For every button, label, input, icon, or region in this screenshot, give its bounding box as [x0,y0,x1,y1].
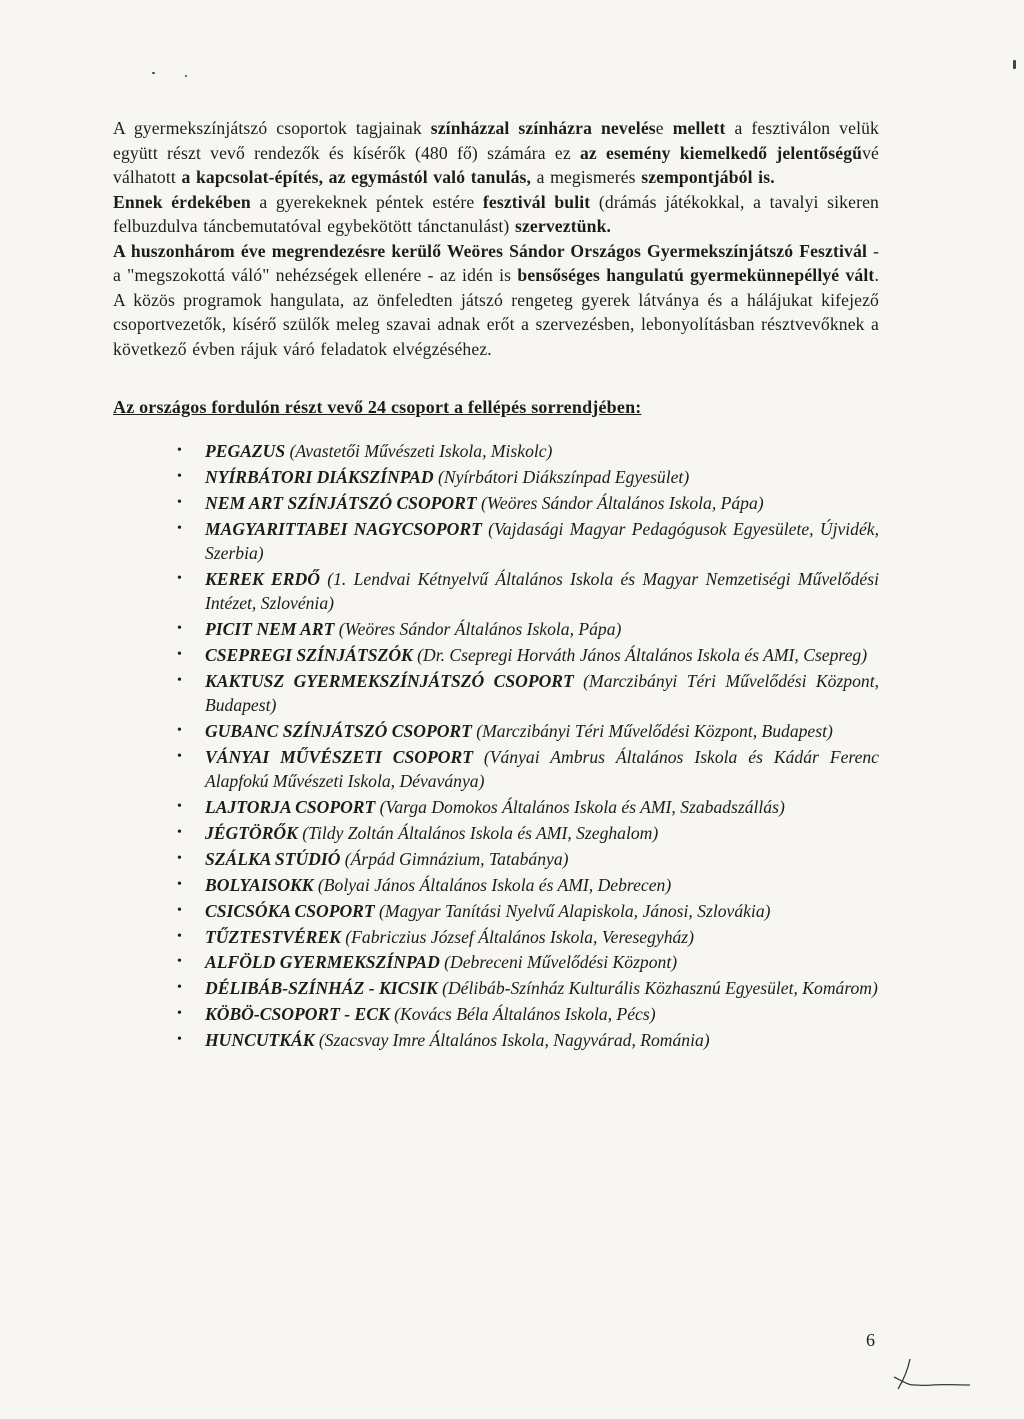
text-run: a gyerekeknek péntek estére [250,191,483,212]
text-run: . A közös programok hangulata, az önfeledten játszó rengeteg gyerek látványa és a hálájukat kifejező csoportvezetők, kísérő szülők meleg szavai adnak erőt a szervezésben, lebonyolításban résztvevőknek a következő évben rájuk váró feladatok elvégzéséhez. [113,265,879,359]
group-institution: (Árpád Gimnázium, Tatabánya) [340,848,569,869]
group-name: NYÍRBÁTORI DIÁKSZÍNPAD [205,466,434,487]
group-institution: (Magyar Tanítási Nyelvű Alapiskola, Jánosi, Szlovákia) [374,900,771,921]
group-name: MAGYARITTABEI NAGYCSOPORT [205,518,482,539]
handwritten-signature [892,1355,974,1395]
group-name: KÖBÖ-CSOPORT - ECK [205,1004,390,1025]
group-list-item [205,517,879,566]
intro-paragraphs [113,116,879,361]
page-number: 6 [866,1330,875,1350]
scan-speck [152,72,155,74]
group-name: ALFÖLD GYERMEKSZÍNPAD [205,952,440,973]
group-list-item [205,821,879,845]
group-list-item [205,925,879,949]
group-list-item [205,795,879,819]
group-institution: (Tildy Zoltán Általános Iskola és AMI, Szeghalom) [297,822,659,843]
group-name: KAKTUSZ GYERMEKSZÍNJÁTSZÓ CSOPORT [205,670,574,691]
bold-text-run: Ennek érdekében [113,191,251,212]
group-name: PICIT NEM ART [205,619,335,640]
group-list-item [205,1002,879,1026]
bold-text-run: bensőséges hangulatú gyermekünnepéllyé vált [517,265,875,285]
group-name: JÉGTÖRŐK [205,822,298,843]
group-institution: (Varga Domokos Általános Iskola és AMI, Szabadszállás) [375,797,785,818]
group-name: CSEPREGI SZÍNJÁTSZÓK [205,644,413,665]
group-institution: (Debreceni Művelődési Központ) [439,952,678,973]
group-institution: (Dr. Csepregi Horváth János Általános Iskola és AMI, Csepreg) [412,644,868,665]
group-name: GUBANC SZÍNJÁTSZÓ CSOPORT [205,721,472,742]
group-list-item [205,899,879,923]
bold-text-run: színházzal színházra nevelés [430,118,656,138]
group-list-item [205,1028,879,1052]
body-paragraph [113,116,879,190]
group-institution: (Nyírbátori Diákszínpad Egyesület) [433,466,690,487]
group-name: PEGAZUS [205,441,286,461]
body-paragraph [113,239,879,362]
group-institution: (Délibáb-Színház Kulturális Közhasznú Egyesület, Komárom) [437,978,878,999]
bold-text-run: fesztivál bulit [482,191,591,212]
scan-speck [185,75,187,77]
group-list-item [205,950,879,974]
group-name: BOLYAISOKK [205,874,314,895]
group-list-item [205,745,879,794]
group-name: VÁNYAI MŰVÉSZETI CSOPORT [205,746,473,767]
group-list-item [205,567,879,616]
group-name: KEREK ERDŐ [205,568,320,589]
text-run: a fesztiválon velük együtt részt vevő rendezők és kísérők (480 fő) számára ez [113,118,879,163]
group-list-item [205,873,879,897]
scan-speck [1013,60,1016,69]
group-list-item [205,847,879,871]
bold-text-run: a kapcsolat-építés, az egymástól való tanulás, [181,167,532,187]
group-list-item [205,976,879,1000]
group-list-item [205,439,879,463]
document-page [113,116,879,1054]
group-list-item [205,669,879,718]
group-institution: (Fabriczius József Általános Iskola, Veresegyház) [340,926,695,947]
group-institution: (Ványai Ambrus Általános Iskola és Kádár Ferenc Alapfokú Művészeti Iskola, Dévaványa) [205,746,879,792]
group-list-item [205,719,879,743]
group-institution: (Weöres Sándor Általános Iskola, Pápa) [476,492,764,513]
group-list-item [205,643,879,667]
group-list-item [205,617,879,641]
group-name: NEM ART SZÍNJÁTSZÓ CSOPORT [205,492,477,513]
group-name: CSICSÓKA CSOPORT [205,900,375,921]
group-list-item [205,465,879,489]
text-run: a megismerés [531,167,642,187]
group-institution: (Weöres Sándor Általános Iskola, Pápa) [334,619,622,640]
text-run: - a "megszokottá váló" nehézségek ellenére - az idén is [113,240,880,285]
bold-text-run: szempontjából is. [641,167,775,187]
bold-text-run: A huszonhárom éve megrendezésre kerülő Weöres Sándor Országos Gyermekszínjátszó Fesztivál [113,240,867,261]
group-name: LAJTORJA CSOPORT [205,797,376,818]
group-institution: (Kovács Béla Általános Iskola, Pécs) [389,1004,656,1025]
group-institution: (1. Lendvai Kétnyelvű Általános Iskola és Magyar Nemzetiségi Művelődési Intézet, Szlovénia) [205,568,879,614]
bold-text-run: szerveztünk. [514,216,612,236]
group-institution: (Marczibányi Téri Művelődési Központ, Budapest) [205,670,879,716]
text-run: (drámás játékokkal, a tavalyi sikeren felbuzdulva táncbemutatóval egybekötött tánctanulást) [113,191,879,236]
group-list [113,439,879,1052]
group-institution: (Marczibányi Téri Művelődési Központ, Budapest) [471,721,833,742]
group-institution: (Vajdasági Magyar Pedagógusok Egyesülete, Újvidék, Szerbia) [205,518,879,563]
group-institution: (Szacsvay Imre Általános Iskola, Nagyvárad, Románia) [314,1030,710,1051]
body-paragraph [113,190,879,239]
group-name: SZÁLKA STÚDIÓ [205,848,341,869]
group-list-item [205,491,879,515]
group-list-heading: Az országos fordulón részt vevő 24 csoport a fellépés sorrendjében: [113,397,642,417]
text-run: A gyermekszínjátszó csoportok tagjainak [113,118,431,138]
group-institution: (Bolyai János Általános Iskola és AMI, Debrecen) [313,874,672,895]
text-run: e [655,118,673,138]
text-run: vé válhatott [113,142,879,187]
group-name: HUNCUTKÁK [205,1030,315,1051]
group-institution: (Avastetői Művészeti Iskola, Miskolc) [285,441,553,461]
bold-text-run: mellett [672,118,726,138]
group-name: TŰZTESTVÉREK [205,926,341,947]
bold-text-run: az esemény kiemelkedő jelentőségű [579,142,863,163]
group-name: DÉLIBÁB-SZÍNHÁZ - KICSIK [205,978,438,999]
